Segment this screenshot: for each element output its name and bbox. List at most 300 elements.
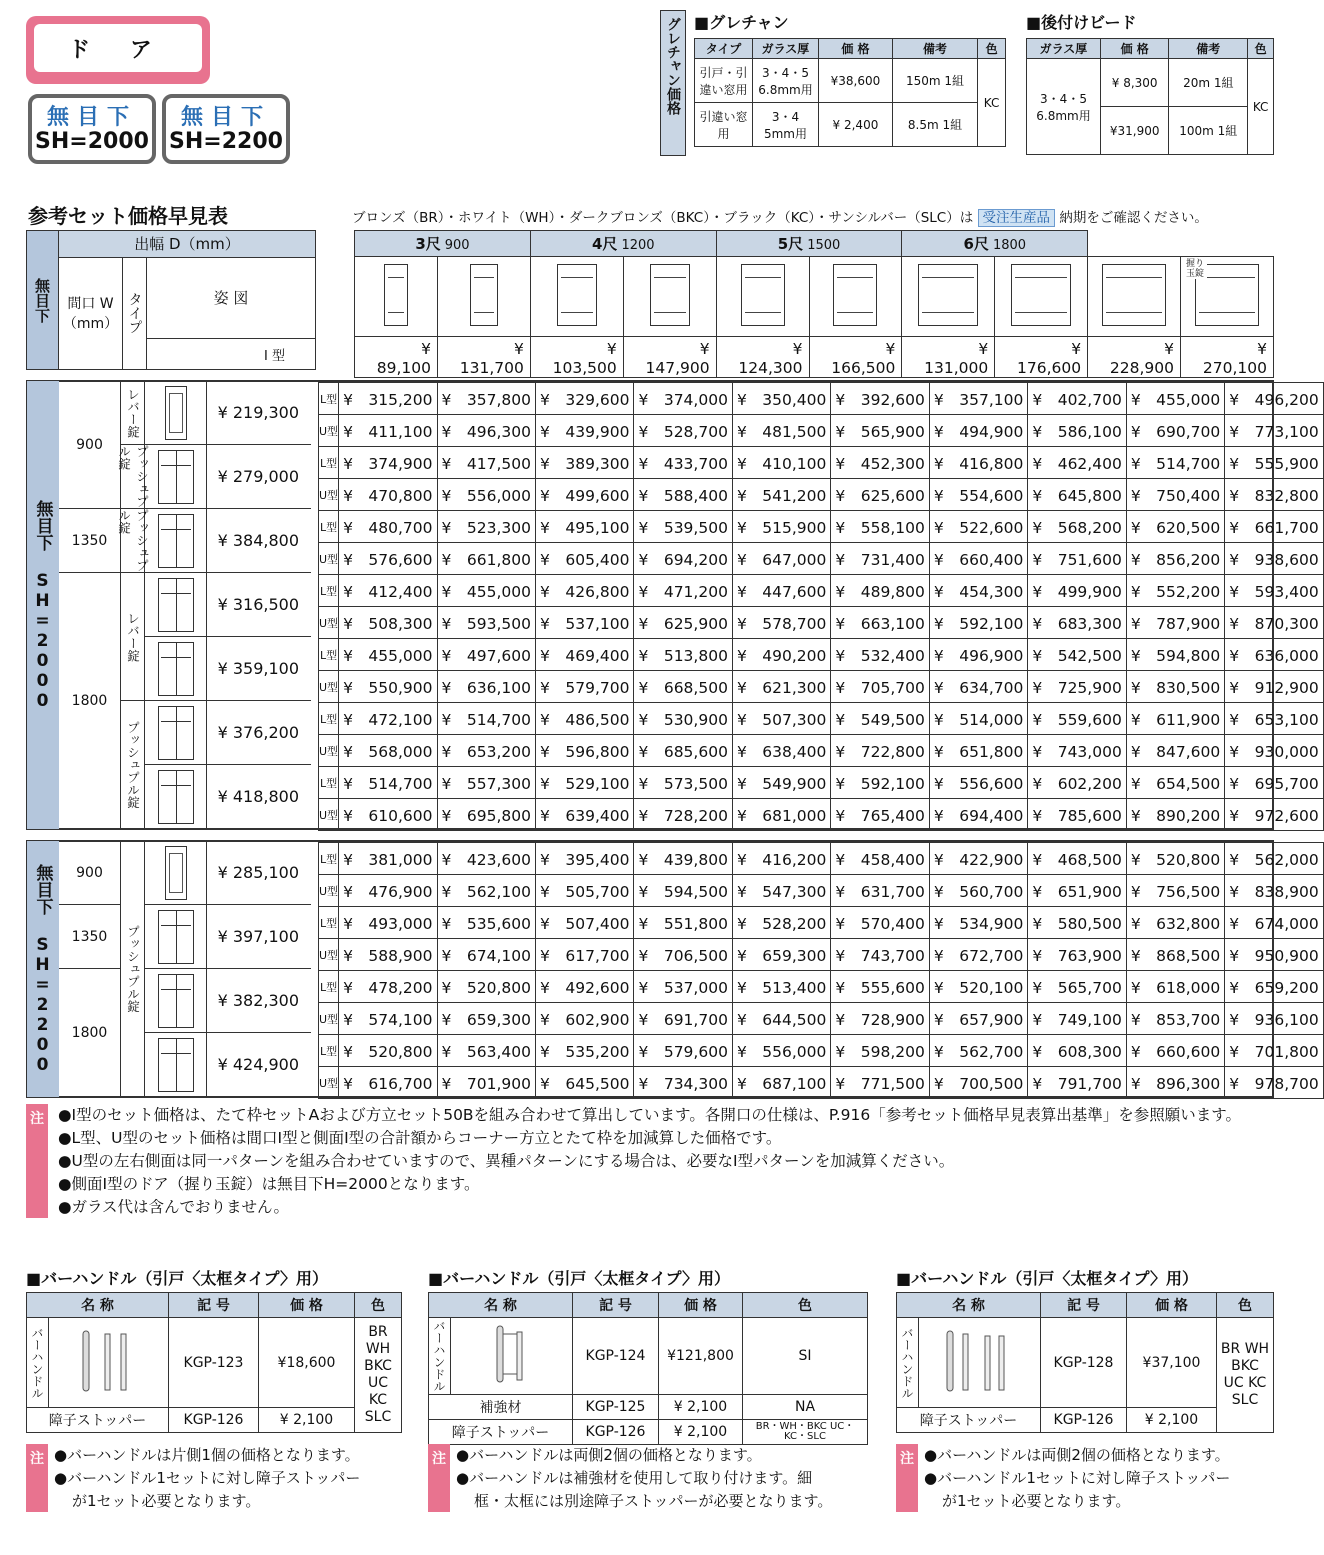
table-row — [319, 1067, 1324, 1099]
price-cell: ¥ 594,500 — [634, 875, 732, 907]
door-figure — [158, 910, 194, 964]
row-type: U型 — [319, 875, 339, 907]
price-cell: ¥ 562,100 — [437, 875, 535, 907]
note-line: ●U型の左右側面は同一パターンを組み合わせていますので、異種パターンにする場合は、必要なI型パターンを加減算ください。 — [58, 1152, 955, 1170]
price-cell: ¥ 706,500 — [634, 939, 732, 971]
price-cell: ¥ 576,600 — [339, 543, 437, 575]
price-cell: ¥ 644,500 — [732, 1003, 830, 1035]
row-type: U型 — [319, 1003, 339, 1035]
i-type-price: ¥ 124,300 — [716, 337, 809, 378]
note-mark: 注 — [26, 1444, 48, 1512]
row-type: L型 — [319, 767, 339, 799]
notes-body — [58, 1104, 1284, 1219]
price-cell: ¥ 950,900 — [1225, 939, 1323, 971]
price-cell: ¥ 423,600 — [437, 843, 535, 875]
price-cell: ¥ 395,400 — [536, 843, 634, 875]
lock-label: プッシュプル錠 — [116, 445, 150, 508]
price-cell: ¥ 579,600 — [634, 1035, 732, 1067]
price-cell: ¥ 636,100 — [437, 671, 535, 703]
price-cell: ¥ 528,700 — [634, 415, 732, 447]
note-line: 框・太框には別途障子ストッパーが必要となります。 — [474, 1492, 833, 1510]
price-cell: ¥ 659,300 — [732, 939, 830, 971]
price-cell: ¥ 632,800 — [1126, 907, 1224, 939]
price-cell: ¥ 651,800 — [929, 735, 1027, 767]
price-cell: ¥ 705,700 — [831, 671, 929, 703]
price-cell: ¥ 389,300 — [536, 447, 634, 479]
th-color: 色 — [1248, 39, 1274, 59]
size-mm: 900 — [444, 238, 470, 253]
price-cell: ¥ 771,500 — [831, 1067, 929, 1099]
price-cell: ¥ 936,100 — [1225, 1003, 1323, 1035]
price-cell: ¥ 522,600 — [929, 511, 1027, 543]
i-type-price: ¥ 270,100 — [1181, 337, 1274, 378]
price-cell: ¥ 687,100 — [732, 1067, 830, 1099]
price-cell: ¥ 722,800 — [831, 735, 929, 767]
table-row — [319, 415, 1324, 447]
grip-lock-label: 握り玉錠 — [1183, 259, 1207, 279]
price-cell: ¥ 701,900 — [437, 1067, 535, 1099]
door-price: ¥ 219,300 — [207, 381, 311, 445]
price-cell: ¥ 470,800 — [339, 479, 437, 511]
price-cell: ¥ 791,700 — [1028, 1067, 1126, 1099]
table-row — [319, 767, 1324, 799]
cell: ¥ 8,300 — [1101, 59, 1169, 107]
price-cell: ¥ 496,300 — [437, 415, 535, 447]
price-cell: ¥ 514,700 — [437, 703, 535, 735]
price-cell: ¥ 568,200 — [1028, 511, 1126, 543]
i-type-price: ¥ 147,900 — [623, 337, 716, 378]
handle2-note-mark — [428, 1444, 450, 1512]
price-cell: ¥ 489,800 — [831, 575, 929, 607]
price-cell: ¥ 838,900 — [1225, 875, 1323, 907]
size-label: 5尺 — [777, 235, 804, 253]
door-figure-cell — [145, 445, 207, 509]
cell: ¥ 2,400 — [819, 103, 893, 147]
price-cell: ¥ 549,900 — [732, 767, 830, 799]
th-price: 価 格 — [819, 39, 893, 59]
price-cell: ¥ 439,900 — [536, 415, 634, 447]
door-price: ¥ 397,100 — [207, 905, 311, 969]
handle2-notes — [456, 1444, 886, 1513]
door-figure — [158, 1038, 194, 1092]
price-cell: ¥ 555,900 — [1225, 447, 1323, 479]
price-cell: ¥ 392,600 — [831, 383, 929, 415]
door-price: ¥ 316,500 — [207, 573, 311, 637]
price-cell: ¥ 938,600 — [1225, 543, 1323, 575]
table-row — [319, 735, 1324, 767]
sh2000-label: 無目下 SH=2000 — [32, 499, 53, 711]
price-cell: ¥ 930,000 — [1225, 735, 1323, 767]
price-cell: ¥ 515,900 — [732, 511, 830, 543]
door-figure-cell — [145, 509, 207, 573]
price-cell: ¥ 535,200 — [536, 1035, 634, 1067]
price-cell: ¥ 480,700 — [339, 511, 437, 543]
cell: ¥31,900 — [1101, 107, 1169, 155]
price-cell: ¥ 562,700 — [929, 1035, 1027, 1067]
table-row — [319, 607, 1324, 639]
width-cell: 1800 — [59, 969, 121, 1097]
price-cell: ¥ 433,700 — [634, 447, 732, 479]
price-cell: ¥ 555,600 — [831, 971, 929, 1003]
price-cell: ¥ 691,700 — [634, 1003, 732, 1035]
th-type: タイプ — [695, 39, 753, 59]
price-cell: ¥ 663,100 — [831, 607, 929, 639]
window-figure — [557, 264, 597, 326]
price-cell: ¥ 422,900 — [929, 843, 1027, 875]
th-note: 備考 — [1169, 39, 1248, 59]
price-cell: ¥ 750,400 — [1126, 479, 1224, 511]
code: KGP-123 — [169, 1318, 259, 1408]
price-cell: ¥ 661,700 — [1225, 511, 1323, 543]
price-cell: ¥ 578,700 — [732, 607, 830, 639]
price-cell: ¥ 454,300 — [929, 575, 1027, 607]
note-line: ●バーハンドルは両側2個の価格となります。 — [924, 1446, 1230, 1464]
price-cell: ¥ 357,800 — [437, 383, 535, 415]
price-cell: ¥ 560,700 — [929, 875, 1027, 907]
door-figure-cell — [145, 841, 207, 905]
price-cell: ¥ 728,200 — [634, 799, 732, 831]
note-line: ●ガラス代は含んでおりません。 — [58, 1198, 289, 1216]
price-cell: ¥ 598,200 — [831, 1035, 929, 1067]
price-cell: ¥ 315,200 — [339, 383, 437, 415]
door-figure-cell — [145, 765, 207, 829]
price-cell: ¥ 621,300 — [732, 671, 830, 703]
price-cell: ¥ 447,600 — [732, 575, 830, 607]
price-cell: ¥ 625,600 — [831, 479, 929, 511]
cell: 150m 1組 — [892, 59, 977, 103]
sub-name: 障子ストッパー — [897, 1408, 1041, 1433]
sh2000-side — [27, 381, 59, 829]
i-type-price: ¥ 131,700 — [438, 337, 531, 378]
sh2000-price-grid — [318, 382, 1324, 831]
price-cell: ¥ 573,500 — [634, 767, 732, 799]
sub-code: KGP-125 — [573, 1395, 659, 1420]
badge-line2: SH=2000 — [35, 129, 149, 154]
price-cell: ¥ 439,800 — [634, 843, 732, 875]
cell: KC — [978, 59, 1006, 147]
hdr-fig: 姿 図 — [147, 257, 316, 339]
price-cell: ¥ 469,400 — [536, 639, 634, 671]
price-cell: ¥ 586,100 — [1028, 415, 1126, 447]
price-cell: ¥ 472,100 — [339, 703, 437, 735]
price-cell: ¥ 701,800 — [1225, 1035, 1323, 1067]
width-cell: 1350 — [59, 509, 121, 573]
price-cell: ¥ 559,600 — [1028, 703, 1126, 735]
price-cell: ¥ 651,900 — [1028, 875, 1126, 907]
price-cell: ¥ 523,300 — [437, 511, 535, 543]
price-cell: ¥ 638,400 — [732, 735, 830, 767]
price-cell: ¥ 657,900 — [929, 1003, 1027, 1035]
price-cell: ¥ 499,900 — [1028, 575, 1126, 607]
th: 色 — [743, 1293, 868, 1318]
price-cell: ¥ 411,100 — [339, 415, 437, 447]
row-type: L型 — [319, 907, 339, 939]
sub-name: 障子ストッパー — [27, 1408, 169, 1433]
note-line: が1セット必要となります。 — [72, 1492, 261, 1510]
sh2000-left — [59, 381, 311, 829]
handle2-table — [428, 1292, 868, 1445]
door-figure-cell — [145, 573, 207, 637]
price-cell: ¥ 639,400 — [536, 799, 634, 831]
price: ¥37,100 — [1127, 1318, 1217, 1408]
sub-name: 補強材 — [429, 1395, 573, 1420]
glechan-side — [660, 10, 686, 156]
size-header — [530, 231, 716, 257]
hdr-width: 間口 W（mm） — [59, 257, 123, 369]
table-row — [319, 1035, 1324, 1067]
window-figure — [833, 264, 877, 326]
price-cell: ¥ 549,500 — [831, 703, 929, 735]
price-cell: ¥ 593,400 — [1225, 575, 1323, 607]
handle3-note-mark — [896, 1444, 918, 1512]
sub-price: ¥ 2,100 — [659, 1420, 743, 1445]
price-cell: ¥ 514,000 — [929, 703, 1027, 735]
row-type: U型 — [319, 607, 339, 639]
color-note-text: ブロンズ（BR）・ホワイト（WH）・ダークブロンズ（BKC）・ブラック（KC）・サンシルバー（SLC）は — [352, 210, 974, 226]
elevation-figure — [809, 257, 902, 337]
order-badge: 受注生産品 — [978, 209, 1056, 227]
lock-label: レバー錠 — [125, 387, 141, 438]
price-cell: ¥ 537,000 — [634, 971, 732, 1003]
row-type: L型 — [319, 971, 339, 1003]
note-line: ●バーハンドル1セットに対し障子ストッパー — [54, 1469, 361, 1487]
price-cell: ¥ 734,300 — [634, 1067, 732, 1099]
price-cell: ¥ 507,300 — [732, 703, 830, 735]
price-cell: ¥ 592,100 — [929, 607, 1027, 639]
cell: 引違い窓用 — [695, 103, 753, 147]
price-cell: ¥ 496,200 — [1225, 383, 1323, 415]
price-cell: ¥ 514,700 — [339, 767, 437, 799]
sh2200-side — [27, 841, 59, 1097]
price-cell: ¥ 558,100 — [831, 511, 929, 543]
lock-cell — [116, 509, 150, 573]
price-cell: ¥ 602,200 — [1028, 767, 1126, 799]
price-cell: ¥ 329,600 — [536, 383, 634, 415]
row-type: U型 — [319, 479, 339, 511]
colors: SI — [743, 1318, 868, 1395]
sub-code: KGP-126 — [573, 1420, 659, 1445]
handle3-notes — [924, 1444, 1294, 1513]
price-cell: ¥ 588,900 — [339, 939, 437, 971]
th-note: 備考 — [892, 39, 977, 59]
sub-code: KGP-126 — [1041, 1408, 1127, 1433]
table-row — [319, 907, 1324, 939]
door-price: ¥ 384,800 — [207, 509, 311, 573]
window-figure — [1102, 264, 1166, 326]
table-row — [319, 543, 1324, 575]
color-note-text: 納期をご確認ください。 — [1059, 210, 1208, 226]
note-line: ●バーハンドル1セットに対し障子ストッパー — [924, 1469, 1231, 1487]
price-cell: ¥ 478,200 — [339, 971, 437, 1003]
hdr-type: タイプ — [126, 292, 143, 335]
price-cell: ¥ 402,700 — [1028, 383, 1126, 415]
door-figure-cell — [145, 1033, 207, 1097]
row-type: U型 — [319, 415, 339, 447]
price-cell: ¥ 507,400 — [536, 907, 634, 939]
price-cell: ¥ 890,200 — [1126, 799, 1224, 831]
sub-name: 障子ストッパー — [429, 1420, 573, 1445]
elevation-figure — [355, 257, 438, 337]
th: 色 — [355, 1293, 402, 1318]
door-figure — [158, 514, 194, 568]
price-cell: ¥ 743,000 — [1028, 735, 1126, 767]
price-cell: ¥ 668,500 — [634, 671, 732, 703]
notes-mark-text: 注 — [26, 1104, 48, 1218]
note-line: が1セット必要となります。 — [942, 1492, 1131, 1510]
elevation-figure — [995, 257, 1088, 337]
row-type: L型 — [319, 843, 339, 875]
price-cell: ¥ 565,900 — [831, 415, 929, 447]
price-cell: ¥ 494,900 — [929, 415, 1027, 447]
price-cell: ¥ 508,300 — [339, 607, 437, 639]
note-mark: 注 — [896, 1444, 918, 1512]
size-header-table — [354, 230, 1283, 378]
lock-cell — [116, 445, 150, 509]
price-cell: ¥ 381,000 — [339, 843, 437, 875]
row-type: U型 — [319, 735, 339, 767]
door-price: ¥ 376,200 — [207, 701, 311, 765]
note-mark: 注 — [428, 1444, 450, 1512]
door-badge — [26, 16, 210, 84]
size-mm: 1200 — [621, 238, 655, 253]
door-figure — [158, 706, 194, 760]
lock-cell — [121, 841, 145, 1097]
price-cell: ¥ 616,700 — [339, 1067, 437, 1099]
door-price: ¥ 382,300 — [207, 969, 311, 1033]
side-label: バーハンドル — [900, 1326, 914, 1399]
price-cell: ¥ 625,900 — [634, 607, 732, 639]
code: KGP-124 — [573, 1318, 659, 1395]
size-header — [902, 231, 1088, 257]
sh2200-left — [59, 841, 311, 1097]
price-cell: ¥ 557,300 — [437, 767, 535, 799]
price-cell: ¥ 654,500 — [1126, 767, 1224, 799]
sub-price: ¥ 2,100 — [259, 1408, 355, 1433]
price-cell: ¥ 870,300 — [1225, 607, 1323, 639]
price-cell: ¥ 868,500 — [1126, 939, 1224, 971]
lock-cell — [121, 573, 145, 701]
price-cell: ¥ 471,200 — [634, 575, 732, 607]
price-cell: ¥ 765,400 — [831, 799, 929, 831]
price-cell: ¥ 605,400 — [536, 543, 634, 575]
price: ¥121,800 — [659, 1318, 743, 1395]
note-line: ●側面I型のドア（握り玉錠）は無目下H=2000となります。 — [58, 1175, 480, 1193]
price-cell: ¥ 695,700 — [1225, 767, 1323, 799]
row-type: L型 — [319, 639, 339, 671]
side-label: バーハンドル — [30, 1326, 44, 1399]
th: 価 格 — [1127, 1293, 1217, 1318]
price-cell: ¥ 552,200 — [1126, 575, 1224, 607]
price-cell: ¥ 556,000 — [732, 1035, 830, 1067]
note-line: ●バーハンドルは両側2個の価格となります。 — [456, 1446, 762, 1464]
table-row — [319, 939, 1324, 971]
window-figure — [650, 264, 690, 326]
price-cell: ¥ 912,900 — [1225, 671, 1323, 703]
price-cell: ¥ 674,100 — [437, 939, 535, 971]
cell: 3・4・5 6.8mm用 — [753, 59, 819, 103]
door-price: ¥ 424,900 — [207, 1033, 311, 1097]
bead-table — [1026, 38, 1274, 155]
price-cell: ¥ 731,400 — [831, 543, 929, 575]
th: 記 号 — [573, 1293, 659, 1318]
window-figure — [1011, 264, 1071, 326]
price-cell: ¥ 672,700 — [929, 939, 1027, 971]
price-cell: ¥ 476,900 — [339, 875, 437, 907]
th-color: 色 — [978, 39, 1006, 59]
door-figure — [158, 974, 194, 1028]
price-cell: ¥ 594,800 — [1126, 639, 1224, 671]
price-cell: ¥ 645,800 — [1028, 479, 1126, 511]
handle1-note-mark — [26, 1444, 48, 1512]
price-cell: ¥ 495,100 — [536, 511, 634, 543]
price-cell: ¥ 551,800 — [634, 907, 732, 939]
price-cell: ¥ 785,600 — [1028, 799, 1126, 831]
price-cell: ¥ 690,700 — [1126, 415, 1224, 447]
colors: BR WH BKC UC KC SLC — [1217, 1318, 1274, 1433]
sub-price: ¥ 2,100 — [1127, 1408, 1217, 1433]
price-cell: ¥ 751,600 — [1028, 543, 1126, 575]
door-figure — [165, 386, 187, 440]
price-cell: ¥ 554,600 — [929, 479, 1027, 511]
lock-label: プッシュプル錠 — [116, 509, 150, 572]
price-cell: ¥ 763,900 — [1028, 939, 1126, 971]
badge-line1: 無目下 — [46, 105, 137, 130]
elevation-figure — [716, 257, 809, 337]
door-figure — [158, 578, 194, 632]
price: ¥18,600 — [259, 1318, 355, 1408]
price-cell: ¥ 520,800 — [437, 971, 535, 1003]
price-cell: ¥ 462,400 — [1028, 447, 1126, 479]
window-figure — [741, 264, 785, 326]
badge-line2: SH=2200 — [169, 129, 283, 154]
row-type: L型 — [319, 511, 339, 543]
price-cell: ¥ 660,600 — [1126, 1035, 1224, 1067]
price-cell: ¥ 565,700 — [1028, 971, 1126, 1003]
door-price: ¥ 285,100 — [207, 841, 311, 905]
lock-cell — [121, 381, 145, 445]
th-glass: ガラス厚 — [753, 39, 819, 59]
bead-title: ■後付けビード — [1026, 13, 1137, 32]
price-cell: ¥ 562,000 — [1225, 843, 1323, 875]
price-cell: ¥ 685,600 — [634, 735, 732, 767]
size-mm: 1800 — [992, 238, 1027, 253]
price-cell: ¥ 537,100 — [536, 607, 634, 639]
price-cell: ¥ 410,100 — [732, 447, 830, 479]
price-cell: ¥ 455,000 — [1126, 383, 1224, 415]
table-row — [319, 1003, 1324, 1035]
th: 価 格 — [259, 1293, 355, 1318]
table-row — [319, 843, 1324, 875]
elevation-figure — [438, 257, 531, 337]
handle1-notes — [54, 1444, 414, 1513]
color-note — [352, 206, 1208, 226]
sh2200-price-grid — [318, 842, 1324, 1099]
price-cell: ¥ 695,800 — [437, 799, 535, 831]
price-cell: ¥ 749,100 — [1028, 1003, 1126, 1035]
cell: 引戸・引違い窓用 — [695, 59, 753, 103]
price-cell: ¥ 520,800 — [339, 1035, 437, 1067]
table-row — [319, 575, 1324, 607]
elevation-figure — [623, 257, 716, 337]
row-type: U型 — [319, 543, 339, 575]
price-cell: ¥ 853,700 — [1126, 1003, 1224, 1035]
price-cell: ¥ 568,000 — [339, 735, 437, 767]
row-type: U型 — [319, 671, 339, 703]
price-cell: ¥ 452,300 — [831, 447, 929, 479]
th: 記 号 — [169, 1293, 259, 1318]
cell: ¥38,600 — [819, 59, 893, 103]
price-cell: ¥ 617,700 — [536, 939, 634, 971]
